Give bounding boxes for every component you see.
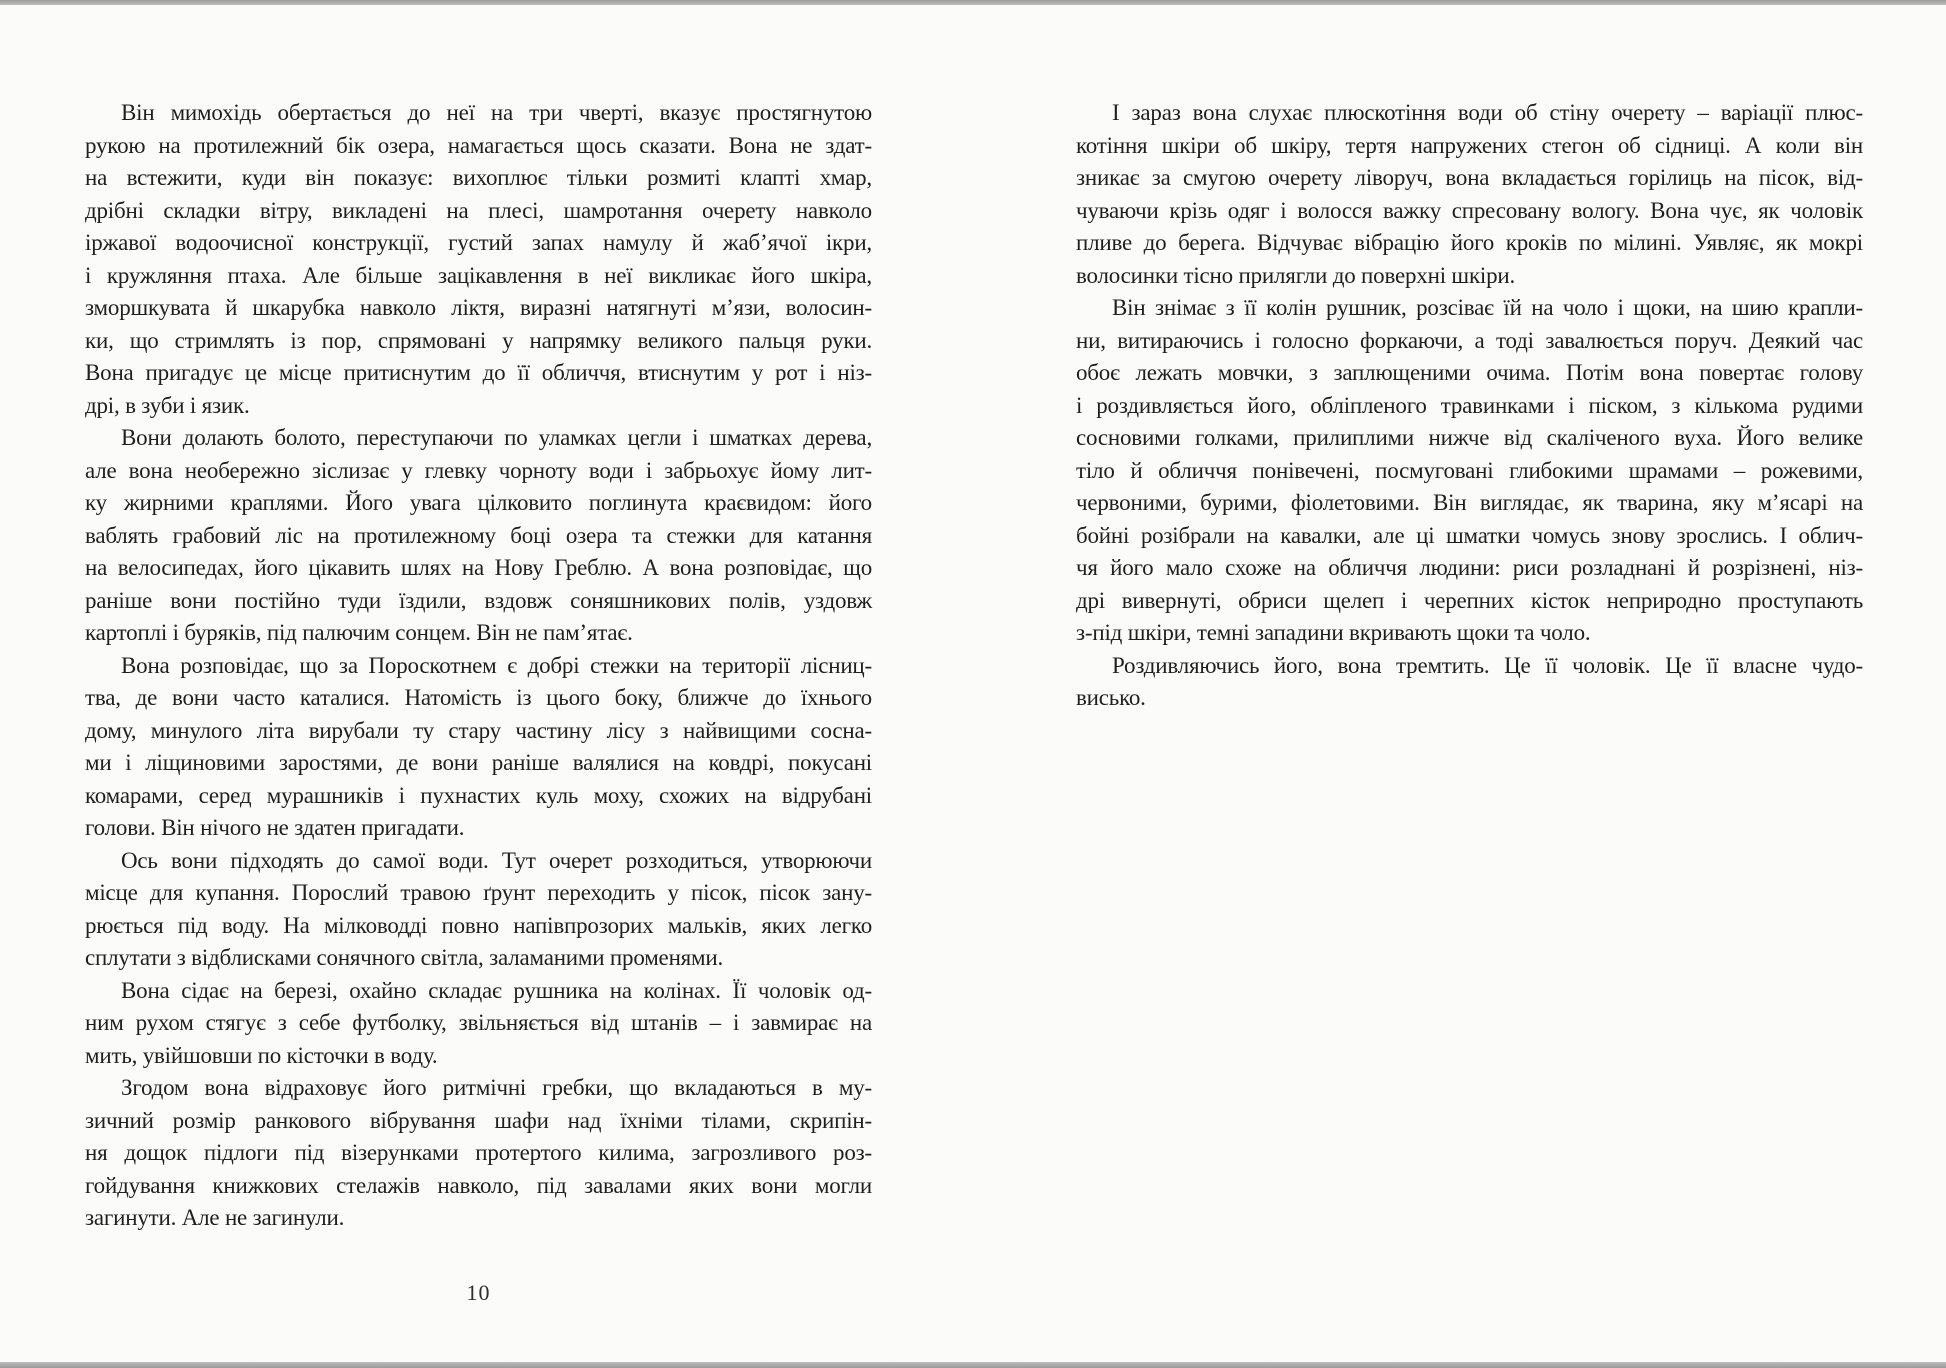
text-line: дрі вивернуті, обриси щелеп і черепних кісток неприродно проступають xyxy=(1076,587,1863,613)
text-line: волосинки тісно прилягли до поверхні шкіри. xyxy=(1076,262,1516,288)
text-line: рукою на протилежний бік озера, намагається щось сказати. Вона не здат- xyxy=(85,132,872,158)
scan-edge-bottom xyxy=(0,1362,1946,1368)
text-line: Вона розповідає, що за Пороскотнем є добрі стежки на території лісниц- xyxy=(121,652,872,678)
text-line: сплутати з відблисками сонячного світла, заламаними променями. xyxy=(85,945,724,970)
right-page-text-column xyxy=(1076,97,1863,715)
text-line: ми і ліщиновими заростями, де вони раніше валялися на ковдрі, покусані xyxy=(85,750,872,775)
paragraph xyxy=(1076,292,1863,650)
text-line: комарами, серед мурашників і пухнастих куль моху, схожих на відрубані xyxy=(85,782,872,808)
text-line: тва, де вони часто каталися. Натомість із цього боку, ближче до їхнього xyxy=(85,685,872,710)
text-line: ни, витираючись і голосно форкаючи, а тоді завалюється поруч. Деякий час xyxy=(1076,327,1863,353)
paragraph xyxy=(1076,650,1863,715)
text-line: дому, минулого літа вирубали ту стару частину лісу з найвищими сосна- xyxy=(85,717,872,743)
text-line: обоє лежать мовчки, з заплющеними очима. Потім вона повертає голову xyxy=(1076,360,1863,385)
text-line: пливе до берега. Відчуває вібрацію його кроків по мілині. Уявляє, як мокрі xyxy=(1076,230,1863,255)
text-line: висько. xyxy=(1076,685,1146,710)
scan-edge-top xyxy=(0,0,1946,5)
text-line: голови. Він нічого не здатен пригадати. xyxy=(85,815,465,840)
text-line: сосновими голками, прилиплими нижче від скаліченого вуха. Його велике xyxy=(1076,425,1863,450)
text-line: іржавої водоочисної конструкції, густий запах намулу й жаб’ячої ікри, xyxy=(85,230,872,255)
text-line: рюється під воду. На мілководді повно напівпрозорих мальків, яких легко xyxy=(85,912,872,938)
text-line: з-під шкіри, темні западини вкривають щоки та чоло. xyxy=(1076,620,1591,645)
paragraph xyxy=(85,975,872,1073)
text-line: картоплі і буряків, під палючим сонцем. Він не пам’ятає. xyxy=(85,620,633,645)
paragraph xyxy=(85,422,872,650)
text-line: мить, увійшовши по кісточки в воду. xyxy=(85,1042,438,1068)
text-line: місце для купання. Порослий травою ґрунт переходить у пісок, пісок зану- xyxy=(85,880,872,905)
page-number: 10 xyxy=(466,1280,491,1305)
paragraph xyxy=(1076,97,1863,292)
text-line: Вона сідає на березі, охайно складає рушника на колінах. Її чоловік од- xyxy=(121,977,872,1003)
text-line: зичний розмір ранкового вібрування шафи над їхніми тілами, скрипін- xyxy=(85,1107,872,1133)
text-line: бойні розібрали на кавалки, але ці шматки чомусь знову зрослись. І облич- xyxy=(1076,522,1863,548)
paragraph xyxy=(85,97,872,422)
text-line: Вони долають болото, переступаючи по уламках цегли і шматках дерева, xyxy=(121,425,872,450)
text-line: червоними, бурими, фіолетовими. Він виглядає, як тварина, яку м’ясарі на xyxy=(1076,490,1863,515)
left-page-text-column xyxy=(85,97,872,1235)
text-line: дрі, в зуби і язик. xyxy=(85,392,250,418)
text-line: Вона пригадує це місце притиснутим до її обличчя, втиснутим у рот і ніз- xyxy=(85,360,872,385)
text-line: ня дощок підлоги під візерунками протертого килима, загрозливого роз- xyxy=(85,1140,872,1165)
text-line: ним рухом стягує з себе футболку, звільняється від штанів – і завмирає на xyxy=(85,1010,872,1035)
text-line: на встежити, куди він показує: вихоплює тільки розмиті клапті хмар, xyxy=(85,165,872,190)
text-line: чуваючи крізь одяг і волосся важку спресовану вологу. Вона чує, як чоловік xyxy=(1076,197,1863,223)
text-line: чя його мало схоже на обличчя людини: риси розладнані й розрізнені, ніз- xyxy=(1076,555,1863,580)
text-line: зморшкувата й шкарубка навколо ліктя, виразні натягнуті м’язи, волосин- xyxy=(85,295,872,320)
paragraph xyxy=(85,845,872,975)
text-line: ку жирними краплями. Його увага цілковито поглинута краєвидом: його xyxy=(85,490,872,515)
text-line: і кружляння птаха. Але більше зацікавлення в неї викликає його шкіра, xyxy=(85,262,872,288)
text-line: Він мимохідь обертається до неї на три чверті, вказує простягнутою xyxy=(121,100,872,125)
paragraph xyxy=(85,650,872,845)
text-line: зникає за смугою очерету ліворуч, вона вкладається горілиць на пісок, від- xyxy=(1076,165,1863,190)
text-line: тіло й обличчя понівечені, посмуговані глибокими шрамами – рожевими, xyxy=(1076,457,1863,483)
text-line: раніше вони постійно туди їздили, вздовж соняшникових полів, уздовж xyxy=(85,587,872,613)
text-line: гойдування книжкових стелажів навколо, під завалами яких вони могли xyxy=(85,1172,872,1198)
text-line: Він знімає з її колін рушник, розсіває їй на чоло і щоки, на шию крапли- xyxy=(1112,295,1863,320)
text-line: дрібні складки вітру, викладені на плесі, шамротання очерету навколо xyxy=(85,197,872,223)
text-line: на велосипедах, його цікавить шлях на Нову Греблю. А вона розповідає, що xyxy=(85,555,872,580)
text-line: і роздивляється його, обліпленого травинками і піском, з кількома рудими xyxy=(1076,392,1863,418)
paragraph xyxy=(85,1072,872,1235)
text-line: ки, що стримлять із пор, спрямовані у напрямку великого пальця руки. xyxy=(85,327,872,353)
text-line: Роздивляючись його, вона тремтить. Це її чоловік. Це її власне чудо- xyxy=(1112,652,1863,678)
text-line: котіння шкіри об шкіру, тертя напружених стегон об сідниці. А коли він xyxy=(1076,132,1863,158)
text-line: загинути. Але не загинули. xyxy=(85,1205,345,1230)
text-line: Згодом вона відраховує його ритмічні гребки, що вкладаються в му- xyxy=(121,1075,872,1100)
text-line: але вона необережно зіслизає у глевку чорноту води і забрьохує йому лит- xyxy=(85,457,872,483)
text-line: Ось вони підходять до самої води. Тут очерет розходиться, утворюючи xyxy=(121,847,872,873)
text-line: ваблять грабовий ліс на протилежному боці озера та стежки для катання xyxy=(85,522,872,548)
text-line: І зараз вона слухає плюскотіння води об стіну очерету – варіації плюс- xyxy=(1112,100,1863,125)
